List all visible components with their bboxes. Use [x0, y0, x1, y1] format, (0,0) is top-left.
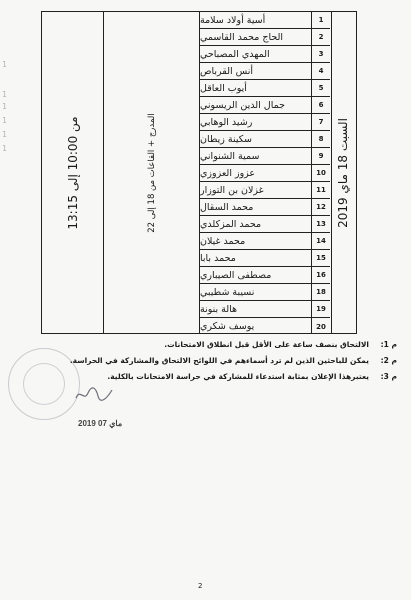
notes-section — [40, 336, 397, 384]
row-number: 16 — [312, 267, 330, 284]
edge-mark: 1 — [2, 130, 8, 139]
row-number: 13 — [312, 216, 330, 233]
edge-mark: 1 — [2, 144, 8, 153]
note-item — [40, 352, 397, 368]
participant-name: مصطفى الصيباري — [200, 267, 311, 284]
row-number: 2 — [312, 29, 330, 46]
row-number: 14 — [312, 233, 330, 250]
edge-mark: 1 — [2, 90, 8, 99]
row-number: 4 — [312, 63, 330, 80]
participant-name: سمية الشنواني — [200, 148, 311, 165]
note-text: يمكن للباحثين الذين لم ترد أسماءهم في اللوائح الالتحاق والمشاركة في الحراسة. — [69, 355, 369, 365]
date-stamp: 2019 07 ماي — [78, 419, 123, 428]
participant-name: يوسف شكري — [200, 321, 255, 332]
participant-name: محمد غيلان — [200, 233, 311, 250]
participant-name: محمد المزكلدي — [200, 216, 311, 233]
row-number: 11 — [312, 182, 330, 199]
row-number: 1 — [312, 12, 330, 29]
numbers-column — [312, 12, 330, 333]
row-number: 18 — [312, 284, 330, 301]
participant-name: جمال الدين الريسوني — [200, 97, 311, 114]
note-item — [40, 368, 397, 384]
participant-name: الحاج محمد القاسمي — [200, 29, 311, 46]
participant-name: عزوز العزوزي — [200, 165, 311, 182]
place-column — [104, 12, 200, 333]
time-column — [42, 12, 104, 333]
time-slot: من 10:00 إلى 13:15 — [65, 115, 80, 230]
official-seal-inner — [23, 363, 65, 405]
edge-mark: 1 — [2, 116, 8, 125]
participant-name: محمد بابا — [200, 250, 311, 267]
row-number: 5 — [312, 80, 330, 97]
exam-date: السبت 18 ماي 2019 — [335, 117, 350, 228]
note-label: م 1: — [380, 339, 397, 349]
date-column — [329, 11, 357, 334]
participant-name: غزلان بن التوزار — [200, 182, 311, 199]
note-label: م 2: — [380, 355, 397, 365]
participant-name: المهدي المصباحي — [200, 46, 311, 63]
participant-name: أسية أولاد سلامة — [200, 12, 311, 29]
edge-mark: 1 — [2, 60, 8, 69]
row-number: 6 — [312, 97, 330, 114]
participant-name: سكينة زيطان — [200, 131, 311, 148]
participant-name: نسيبة شطيبي — [200, 284, 311, 301]
row-number: 19 — [312, 301, 330, 318]
note-label: م 3: — [380, 371, 397, 381]
participant-name: هالة بنونة — [200, 301, 311, 318]
exam-venue: المدرج + القاعات من 18 إلى 22 — [146, 112, 157, 233]
row-number: 3 — [312, 46, 330, 63]
participant-name: رشيد الوهابي — [200, 114, 311, 131]
note-text: الالتحاق بنصف ساعة على الأقل قبل انطلاق الامتحانات. — [164, 339, 369, 349]
schedule-table — [41, 11, 332, 334]
participant-name: أيوب العاقل — [200, 80, 311, 97]
row-number: 15 — [312, 250, 330, 267]
names-column — [200, 12, 312, 333]
row-number: 10 — [312, 165, 330, 182]
signature — [74, 384, 116, 404]
row-number: 8 — [312, 131, 330, 148]
participant-name: أنس القرباص — [200, 63, 311, 80]
note-item — [40, 336, 397, 352]
page-number: 2 — [198, 582, 203, 590]
row-number: 9 — [312, 148, 330, 165]
edge-mark: 1 — [2, 102, 8, 111]
row-number: 7 — [312, 114, 330, 131]
participant-name: محمد السقال — [200, 199, 311, 216]
note-text: يعتبرهذا الإعلان بمثابة استدعاء للمشاركة في حراسة الامتحانات بالكلية. — [107, 371, 369, 381]
official-seal — [8, 348, 80, 420]
row-number: 20 — [316, 322, 326, 331]
row-number: 12 — [312, 199, 330, 216]
